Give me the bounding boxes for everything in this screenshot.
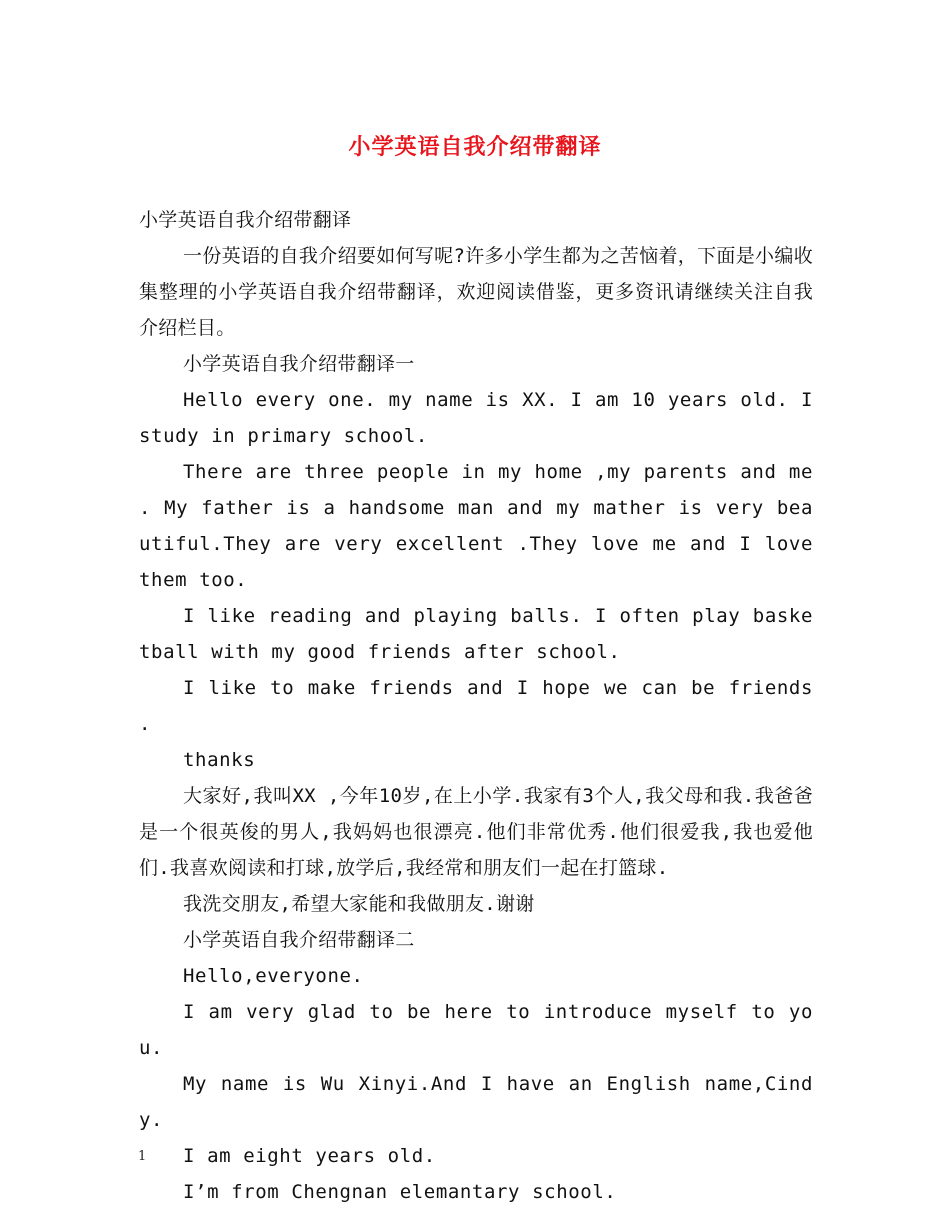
paragraph: There are three people in my home ,my parents and me . My father is a handsome man and my mather is very beautiful.They are very excellent .They love me and I love them too. [139,461,813,591]
paragraph: I like reading and playing balls. I often play basketball with my good friends after school. [139,605,813,663]
paragraph: I am eight years old. [183,1145,436,1167]
paragraph: Hello,everyone. [183,965,364,987]
paragraph: 我洗交朋友,希望大家能和我做朋友.谢谢 [183,893,535,915]
paragraph: 一份英语的自我介绍要如何写呢?许多小学生都为之苦恼着，下面是小编收集整理的小学英语自我介绍带翻译，欢迎阅读借鉴，更多资讯请继续关注自我介绍栏目。 [139,245,813,339]
paragraph: Hello every one. my name is XX. I am 10 years old. I study in primary school. [139,389,813,447]
document-body [139,202,813,1210]
paragraph: My name is Wu Xinyi.And I have an English name,Cindy. [139,1073,813,1131]
document-title: 小学英语自我介绍带翻译 [348,134,602,160]
paragraph: I am very glad to be here to introduce myself to you. [139,1001,813,1059]
paragraph: 小学英语自我介绍带翻译一 [183,353,415,375]
paragraph: I’m from Chengnan elemantary school. [183,1181,617,1203]
paragraph: thanks [183,749,256,771]
paragraph: I like to make friends and I hope we can be friends . [139,677,813,735]
paragraph: 小学英语自我介绍带翻译 [139,209,352,231]
paragraph: 大家好,我叫XX ,今年10岁,在上小学.我家有3个人,我父母和我.我爸爸是一个很英俊的男人,我妈妈也很漂亮.他们非常优秀.他们很爱我,我也爱他们.我喜欢阅读和打球,放学后,我经常和朋友们一起在打篮球. [139,785,813,879]
page-number: 1 [138,1149,147,1164]
paragraph: 小学英语自我介绍带翻译二 [183,929,415,951]
